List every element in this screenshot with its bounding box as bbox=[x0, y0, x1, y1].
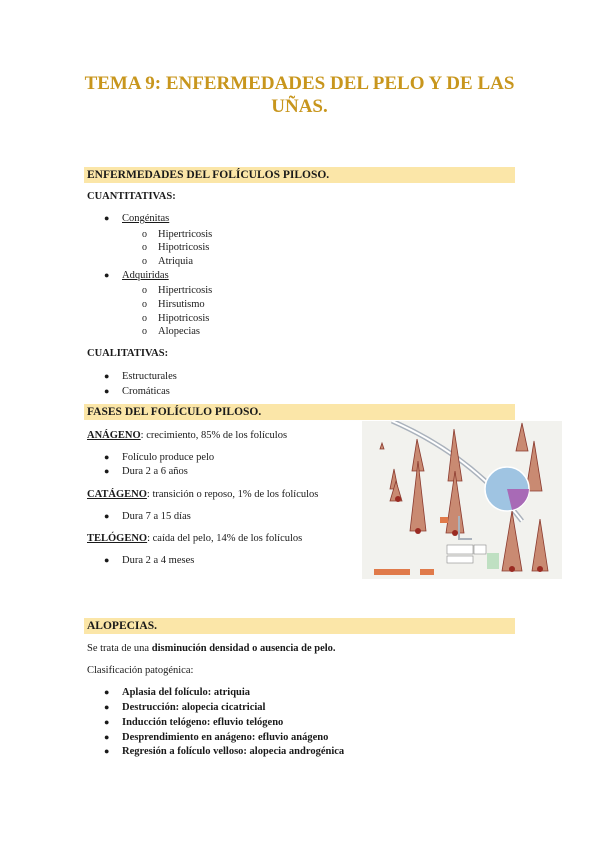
anageno-line bbox=[87, 429, 287, 442]
list-item: Desprendimiento en anágeno: efluvio anágeno bbox=[122, 732, 329, 743]
bullet-icon: ● bbox=[104, 213, 110, 223]
section-heading-alopecias: ALOPECIAS. bbox=[84, 618, 515, 634]
intro-bold: disminución densidad o ausencia de pelo. bbox=[151, 643, 336, 654]
circle-bullet-icon: o bbox=[142, 299, 147, 310]
list-item: Hipotricosis bbox=[158, 242, 210, 253]
list-item: Cromáticas bbox=[122, 386, 170, 397]
list-item: Estructurales bbox=[122, 371, 177, 382]
anageno-desc: : crecimiento, 85% de los folículos bbox=[140, 430, 288, 441]
bullet-icon: ● bbox=[104, 746, 110, 756]
clasificacion-label: Clasificación patogénica: bbox=[87, 665, 194, 676]
congenitas-label: Congénitas bbox=[122, 213, 170, 224]
telogeno-term: TELÓGENO bbox=[87, 533, 148, 544]
adquiridas-label: Adquiridas bbox=[122, 270, 169, 281]
circle-bullet-icon: o bbox=[142, 242, 147, 253]
circle-bullet-icon: o bbox=[142, 285, 147, 296]
telogeno-desc: : caída del pelo, 14% de los folículos bbox=[147, 533, 303, 544]
catageno-line bbox=[87, 488, 318, 501]
bullet-icon: ● bbox=[104, 386, 110, 396]
intro-text: Se trata de una bbox=[87, 643, 152, 654]
circle-bullet-icon: o bbox=[142, 256, 147, 267]
list-item: Atriquia bbox=[158, 256, 193, 267]
bullet-icon: ● bbox=[104, 452, 110, 462]
hair-cycle-illustration bbox=[362, 421, 562, 579]
catageno-desc: : transición o reposo, 1% de los folículos bbox=[146, 489, 319, 500]
list-item: Hipotricosis bbox=[158, 313, 210, 324]
list-item: Hipertricosis bbox=[158, 229, 213, 240]
anageno-term: ANÁGENO bbox=[87, 430, 141, 441]
bullet-icon: ● bbox=[104, 687, 110, 697]
bullet-icon: ● bbox=[104, 702, 110, 712]
circle-bullet-icon: o bbox=[142, 326, 147, 337]
bullet-icon: ● bbox=[104, 466, 110, 476]
bullet-icon: ● bbox=[104, 555, 110, 565]
bullet-icon: ● bbox=[104, 371, 110, 381]
cualitativas-label: CUALITATIVAS: bbox=[87, 348, 169, 359]
list-item: Regresión a folículo velloso: alopecia androgénica bbox=[122, 746, 345, 757]
bullet-icon: ● bbox=[104, 732, 110, 742]
catageno-term: CATÁGENO bbox=[87, 489, 147, 500]
circle-bullet-icon: o bbox=[142, 313, 147, 324]
list-item: Dura 2 a 4 meses bbox=[122, 555, 195, 566]
list-item: Inducción telógeno: efluvio telógeno bbox=[122, 717, 284, 728]
section-heading-folliculos: ENFERMEDADES DEL FOLÍCULOS PILOSO. bbox=[84, 167, 515, 183]
list-item: Destrucción: alopecia cicatricial bbox=[122, 702, 266, 713]
circle-bullet-icon: o bbox=[142, 229, 147, 240]
telogeno-line bbox=[87, 532, 302, 545]
page-title: TEMA 9: ENFERMEDADES DEL PELO Y DE LAS UÑAS. bbox=[84, 73, 515, 117]
alopecias-intro bbox=[87, 642, 336, 655]
hair-cycle-figure bbox=[362, 421, 562, 579]
cuantitativas-label: CUANTITATIVAS: bbox=[87, 191, 176, 202]
list-item: Folículo produce pelo bbox=[122, 452, 215, 463]
list-item: Dura 7 a 15 días bbox=[122, 511, 191, 522]
list-item: Hirsutismo bbox=[158, 299, 205, 310]
list-item: Dura 2 a 6 años bbox=[122, 466, 188, 477]
section-heading-fases: FASES DEL FOLÍCULO PILOSO. bbox=[84, 404, 515, 420]
list-item: Alopecias bbox=[158, 326, 200, 337]
bullet-icon: ● bbox=[104, 717, 110, 727]
list-item: Hipertricosis bbox=[158, 285, 213, 296]
list-item: Aplasia del folículo: atriquia bbox=[122, 687, 251, 698]
bullet-icon: ● bbox=[104, 270, 110, 280]
bullet-icon: ● bbox=[104, 511, 110, 521]
